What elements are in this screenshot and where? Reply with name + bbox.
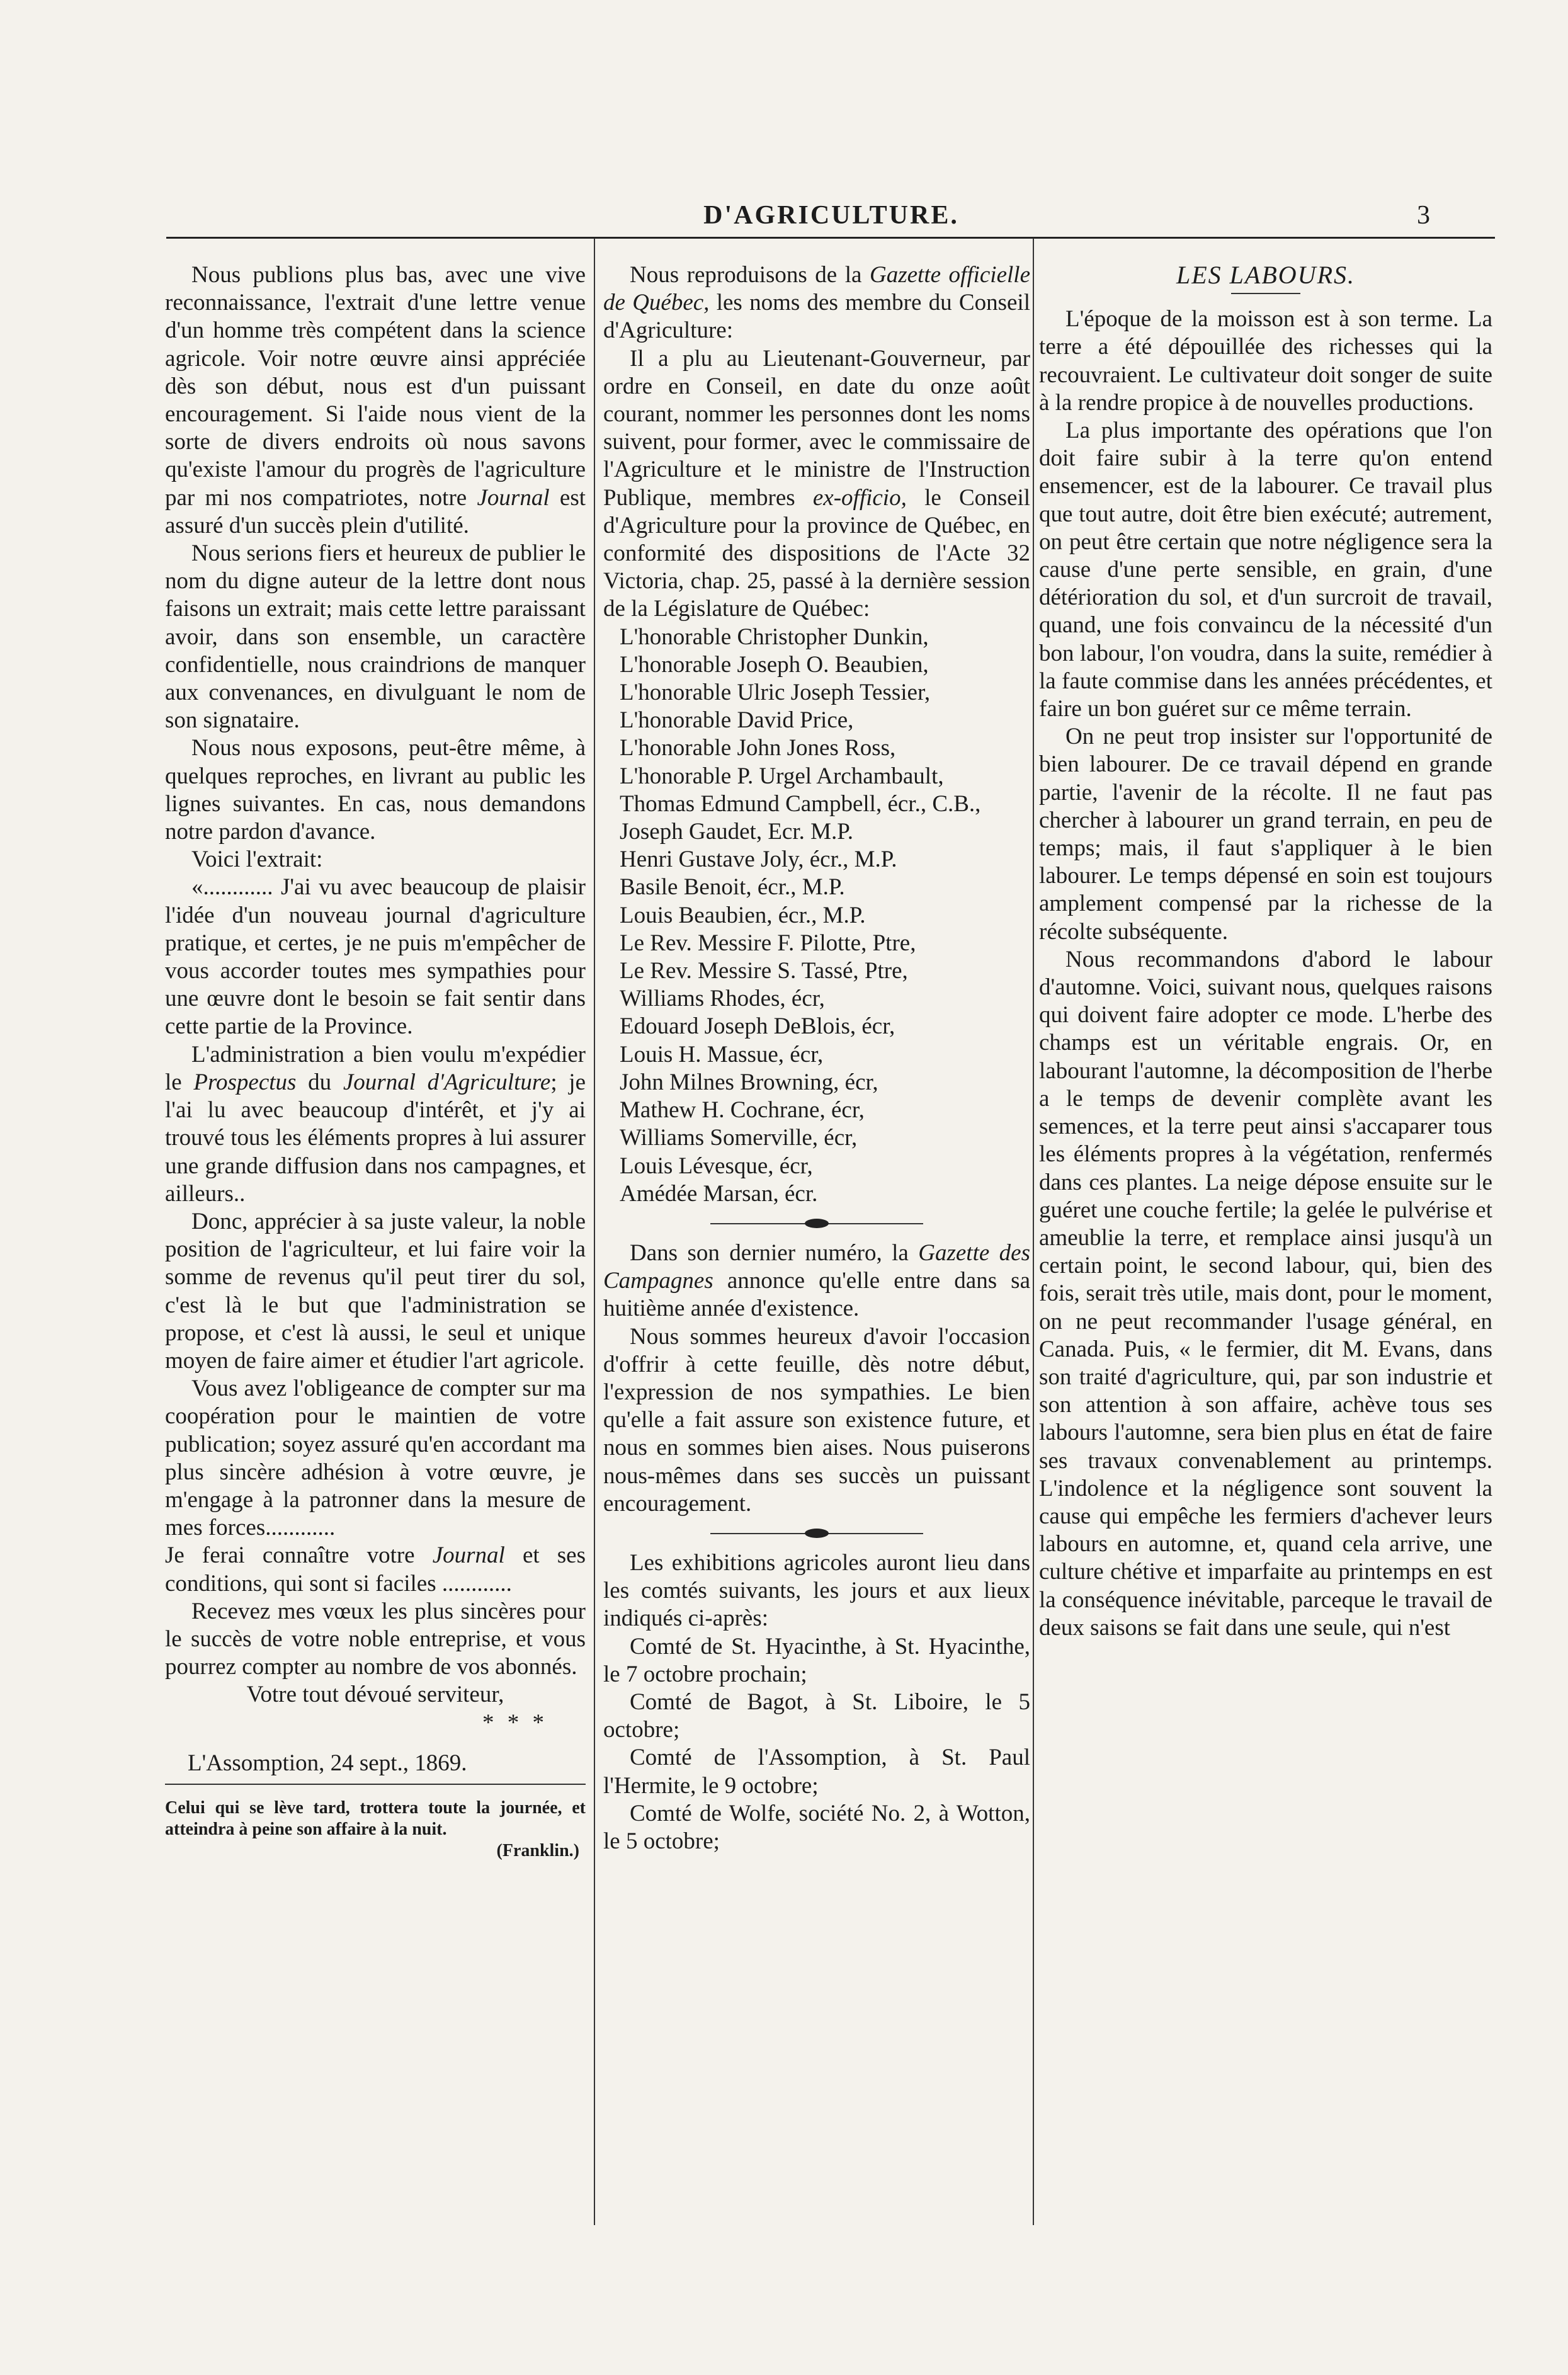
page-number: 3 (1417, 201, 1430, 230)
member-name: Le Rev. Messire F. Pilotte, Ptre, (620, 930, 916, 956)
member-name: Louis Beaubien, écr., M.P. (620, 902, 866, 928)
member-name: L'honorable Christopher Dunkin, (620, 624, 929, 650)
member-name: Williams Rhodes, écr, (620, 986, 825, 1012)
paragraph: Nous recommandons d'abord le labour d'automne. Voici, suivant nous, quelques raisons qui doivent faire adopter ce mode. L'herbe des champs est un véritable engrais. Or, en labourant l'automne, la décomposition de l'herbe a le temps de devenir complète avant les semences, et la terre peut ainsi s'accaparer tous les éléments propres à la végétation, renfermés dans ces plantes. La neige dépose ensuite sur le guéret une couche fertile; la gelée le pulvérise et ameublie la terre, et remplace ainsi jusqu'à un certain point, le second labour, qui, bien des fois, serait très utile, mais dont, pour le moment, on ne peut recommander l'usage général, en Canada. Puis, « le fermier, dit M. Evans, dans son traité d'agriculture, qui, par son industrie et son attention à son affaire, achève tous ses labours l'automne, sera bien plus en état de faire ses travaux convenablement au printemps. L'indolence et la négligence sont souvent la cause qui empêche les fermiers d'achever leurs labours en automne, et, quand cela arrive, une culture chétive et imparfaite au printemps en est la conséquence inévitable, parceque le travail de deux saisons se fait dans une seule, qui n'est (1039, 946, 1492, 1641)
member-name: Henri Gustave Joly, écr., M.P. (620, 846, 897, 873)
place-date: L'Assomption, 24 sept., 1869. (188, 1750, 467, 1776)
paragraph: Vous avez l'obligeance de compter sur ma coopération pour le maintien de votre publication; soyez assuré qu'en accordant ma plus sincère adhésion à votre œuvre, je m'engage à la patronner dans la mesure de mes forces............ (165, 1375, 586, 1541)
paragraph: Comté de l'Assomption, à St. Paul l'Hermite, le 9 octobre; (603, 1745, 1030, 1799)
paragraph: Voici l'extrait: (191, 846, 323, 873)
column-left (165, 261, 586, 1862)
paragraph: Nous sommes heureux d'avoir l'occasion d'offrir à cette feuille, dès notre début, l'expression de nos sympathies. Le bien qu'elle a fait assure son existence future, et nous en sommes bien aises. Nous puiserons nous-mêmes dans ses succès un puissant encouragement. (603, 1323, 1030, 1517)
paragraph: Nous reproduisons de la Gazette officielle de Québec, les noms des membre du Conseil d'Agriculture: (603, 262, 1030, 344)
article-heading: LES LABOURS. (1176, 261, 1355, 289)
member-name: L'honorable P. Urgel Archambault, (620, 763, 944, 789)
paragraph: On ne peut trop insister sur l'opportunité de bien labourer. De ce travail dépend en grande partie, l'avenir de la récolte. Il ne faut pas chercher à labourer un grand terrain, en peu de temps; mais, il faut s'appliquer à le bien labourer. Le temps dépensé en soin est toujours amplement compensé par la richesse de la récolte subséquente. (1039, 724, 1492, 945)
member-name: Basile Benoit, écr., M.P. (620, 874, 845, 901)
paragraph: Nous serions fiers et heureux de publier le nom du digne auteur de la lettre dont nous faisons un extrait; mais cette lettre paraissant avoir, dans son ensemble, un caractère confidentielle, nous craindrions de manquer aux convenances, en divulguant le nom de son signataire. (165, 540, 586, 734)
paragraph: Comté de Bagot, à St. Liboire, le 5 octobre; (603, 1689, 1030, 1743)
member-name: Thomas Edmund Campbell, écr., C.B., (620, 790, 981, 817)
member-name: Williams Somerville, écr, (620, 1125, 858, 1151)
member-name: Mathew H. Cochrane, écr, (620, 1097, 865, 1124)
column-middle (603, 261, 1030, 1855)
running-title: D'AGRICULTURE. (703, 201, 959, 230)
section-rule (165, 1784, 586, 1785)
heading-rule (1231, 293, 1300, 294)
paragraph: Donc, apprécier à sa juste valeur, la noble position de l'agriculteur, et lui faire voir la somme de revenus qu'il peut tirer du sol, c'est là le but que l'administration se propose, et c'est là aussi, le seul et unique moyen de faire aimer et étudier l'art agricole. (165, 1208, 586, 1374)
quote-source: (Franklin.) (496, 1840, 579, 1860)
paragraph: Comté de St. Hyacinthe, à St. Hyacinthe, le 7 octobre prochain; (603, 1633, 1030, 1687)
paragraph: «............ J'ai vu avec beaucoup de plaisir l'idée d'un nouveau journal d'agriculture pratique, et certes, je ne puis m'empêcher de vous accorder toutes mes sympathies pour une œuvre dont le besoin se fait sentir dans cette partie de la Province. (165, 874, 586, 1040)
member-name: Le Rev. Messire S. Tassé, Ptre, (620, 958, 908, 984)
paragraph: Les exhibitions agricoles auront lieu dans les comtés suivants, les jours et aux lieux indiqués ci-après: (603, 1549, 1030, 1632)
paragraph: Recevez mes vœux les plus sincères pour le succès de votre noble entreprise, et vous pourrez compter au nombre de vos abonnés. (165, 1598, 586, 1680)
header-rule (166, 237, 1495, 239)
member-name: John Milnes Browning, écr, (620, 1069, 878, 1095)
paragraph: L'administration a bien voulu m'expédier le Prospectus du Journal d'Agriculture; je l'ai lu avec beaucoup d'intérêt, et j'y ai trouvé tous les éléments propres à lui assurer une grande diffusion dans nos campagnes, et ailleurs.. (165, 1041, 586, 1207)
paragraph: Dans son dernier numéro, la Gazette des Campagnes annonce qu'elle entre dans sa huitième année d'existence. (603, 1239, 1031, 1322)
column-divider (594, 238, 595, 2225)
paragraph: Nous nous exposons, peut-être même, à quelques reproches, en livrant au public les lignes suivantes. En cas, nous demandons notre pardon d'avance. (165, 735, 586, 845)
member-name: Amédée Marsan, écr. (620, 1180, 818, 1207)
paragraph: Nous publions plus bas, avec une vive reconnaissance, l'extrait d'une lettre venue d'un homme très compétent dans la science agricole. Voir notre œuvre ainsi appréciée dès son début, nous est d'un puissant encouragement. Si l'aide nous vient de la sorte de divers endroits où nous savons qu'existe l'amour du progrès de l'agriculture par mi nos compatriotes, notre Journal est assuré d'un succès plein d'utilité. (165, 262, 586, 538)
signature-line: Votre tout dévoué serviteur, (246, 1682, 504, 1708)
member-name: L'honorable John Jones Ross, (620, 735, 896, 761)
column-right (1039, 261, 1492, 1642)
column-divider (1033, 238, 1034, 2225)
paragraph: La plus importante des opérations que l'on doit faire subir à la terre qu'on entend ensemencer, est de la labourer. Ce travail plus que tout autre, doit être bien exécuté; autrement, on peut être certain que notre négligence sera la cause d'une perte sensible, en grain, d'une détérioration du sol, et d'un surcroit de travail, quand, une fois convaincu de la nécessité d'un bon labour, l'on voudra, dans la suite, remédier à la faute commise dans les années précédentes, et faire un bon guéret sur ce même terrain. (1039, 418, 1492, 722)
paragraph: Comté de Wolfe, société No. 2, à Wotton, le 5 octobre; (603, 1800, 1030, 1854)
member-name: L'honorable Joseph O. Beaubien, (620, 651, 929, 678)
member-name: L'honorable David Price, (620, 707, 854, 734)
section-ornament (603, 1208, 1030, 1239)
council-members-list (603, 624, 1030, 1208)
member-name: Louis Lévesque, écr, (620, 1153, 813, 1179)
paragraph: Je ferai connaître votre Journal et ses conditions, qui sont si faciles ............ (165, 1542, 586, 1597)
section-ornament (603, 1518, 1030, 1549)
member-name: Louis H. Massue, écr, (620, 1041, 824, 1068)
paragraph: Il a plu au Lieutenant-Gouverneur, par ordre en Conseil, en date du onze août courant, nommer les personnes dont les noms suivent, pour former, avec le commissaire de l'Agriculture et le ministre de l'Instruction Publique, membres ex-officio, le Conseil d'Agriculture pour la province de Québec, en conformité des dispositions de l'Acte 32 Victoria, chap. 25, passé à la dernière session de la Législature de Québec: (603, 345, 1031, 622)
member-name: Edouard Joseph DeBlois, écr, (620, 1013, 895, 1040)
signature-stars: * * * (482, 1709, 548, 1736)
member-name: Joseph Gaudet, Ecr. M.P. (620, 819, 853, 845)
member-name: L'honorable Ulric Joseph Tessier, (620, 680, 931, 706)
paragraph: L'époque de la moisson est à son terme. La terre a été dépouillée des richesses qui la recouvraient. Le cultivateur doit songer de suite à la rendre propice à de nouvelles productions. (1039, 306, 1492, 416)
franklin-quote: Celui qui se lève tard, trottera toute la journée, et atteindra à peine son affaire à la nuit. (Franklin.) (165, 1797, 586, 1860)
